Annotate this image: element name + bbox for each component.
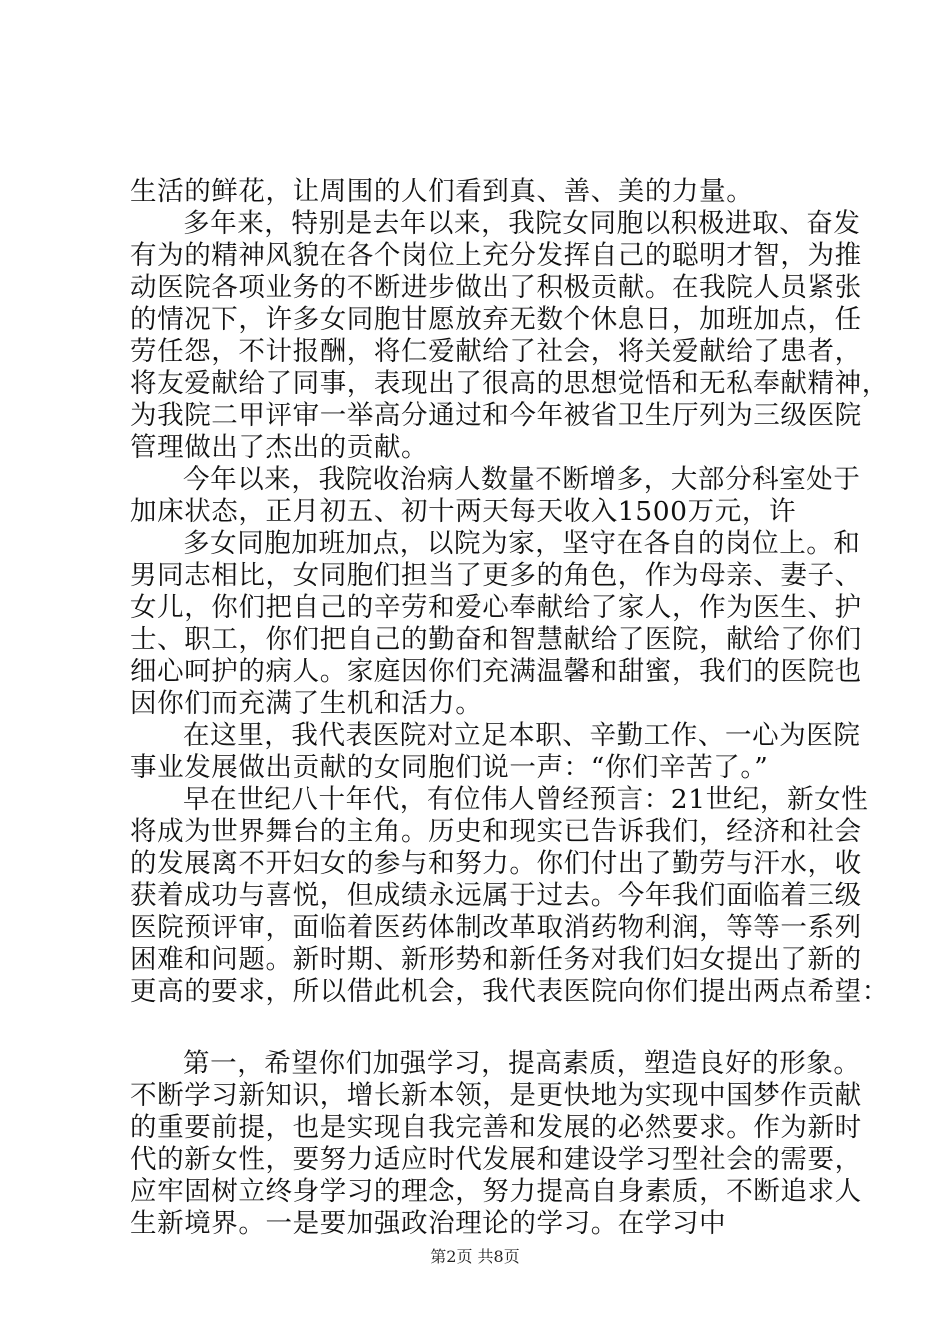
body-text-line: 加床状态，正月初五、初十两天每天收入1500万元，许 — [130, 496, 797, 527]
body-text-line: 因你们而充满了生机和活力。 — [130, 688, 483, 719]
paragraph-start-line: 多女同胞加班加点，以院为家，坚守在各自的岗位上。和 — [183, 528, 861, 559]
body-text-line: 动医院各项业务的不断进步做出了积极贡献。在我院人员紧张 — [130, 272, 862, 303]
body-text-line: 困难和问题。新时期、新形势和新任务对我们妇女提出了新的 — [130, 944, 862, 975]
body-text-line: 将友爱献给了同事，表现出了很高的思想觉悟和无私奉献精神， — [130, 368, 889, 399]
body-text-line: 应牢固树立终身学习的理念，努力提高自身素质，不断追求人 — [130, 1176, 862, 1207]
paragraph-start-line: 多年来，特别是去年以来，我院女同胞以积极进取、奋发 — [183, 208, 861, 239]
body-text-line: 不断学习新知识，增长新本领，是更快地为实现中国梦作贡献 — [130, 1080, 862, 1111]
paragraph-start-line: 今年以来，我院收治病人数量不断增多，大部分科室处于 — [183, 464, 861, 495]
paragraph-start-line: 在这里，我代表医院对立足本职、辛勤工作、一心为医院 — [183, 720, 861, 751]
body-text-line: 更高的要求，所以借此机会，我代表医院向你们提出两点希望： — [130, 976, 889, 1007]
body-text-line: 医院预评审，面临着医药体制改革取消药物利润，等等一系列 — [130, 912, 862, 943]
body-text-line: 男同志相比，女同胞们担当了更多的角色，作为母亲、妻子、 — [130, 560, 862, 591]
body-text-line: 生新境界。一是要加强政治理论的学习。在学习中 — [130, 1208, 727, 1239]
paragraph-start-line: 第一，希望你们加强学习，提高素质，塑造良好的形象。 — [183, 1048, 861, 1079]
body-text-line: 获着成功与喜悦，但成绩永远属于过去。今年我们面临着三级 — [130, 880, 862, 911]
body-text-line: 将成为世界舞台的主角。历史和现实已告诉我们，经济和社会 — [130, 816, 862, 847]
body-text-line: 事业发展做出贡献的女同胞们说一声：“你们辛苦了。” — [130, 752, 769, 783]
body-text-line: 为我院二甲评审一举高分通过和今年被省卫生厅列为三级医院 — [130, 400, 862, 431]
page-number-footer: 第2页 共8页 — [430, 1247, 520, 1266]
body-text-line: 女儿，你们把自己的辛劳和爱心奉献给了家人，作为医生、护 — [130, 592, 862, 623]
body-text-line: 有为的精神风貌在各个岗位上充分发挥自己的聪明才智，为推 — [130, 240, 862, 271]
body-text-line: 管理做出了杰出的贡献。 — [130, 432, 429, 463]
body-text-line: 士、职工，你们把自己的勤奋和智慧献给了医院，献给了你们 — [130, 624, 862, 655]
body-text-line: 的重要前提，也是实现自我完善和发展的必然要求。作为新时 — [130, 1112, 862, 1143]
body-text-line: 代的新女性，要努力适应时代发展和建设学习型社会的需要， — [130, 1144, 862, 1175]
body-text-line: 细心呵护的病人。家庭因你们充满温馨和甜蜜，我们的医院也 — [130, 656, 862, 687]
body-text-line: 生活的鲜花，让周围的人们看到真、善、美的力量。 — [130, 176, 754, 207]
body-text-line: 的发展离不开妇女的参与和努力。你们付出了勤劳与汗水，收 — [130, 848, 862, 879]
paragraph-start-line: 早在世纪八十年代，有位伟人曾经预言：21世纪，新女性 — [183, 784, 869, 815]
body-text-line: 劳任怨，不计报酬，将仁爱献给了社会，将关爱献给了患者， — [130, 336, 862, 367]
body-text-line: 的情况下，许多女同胞甘愿放弃无数个休息日，加班加点，任 — [130, 304, 862, 335]
